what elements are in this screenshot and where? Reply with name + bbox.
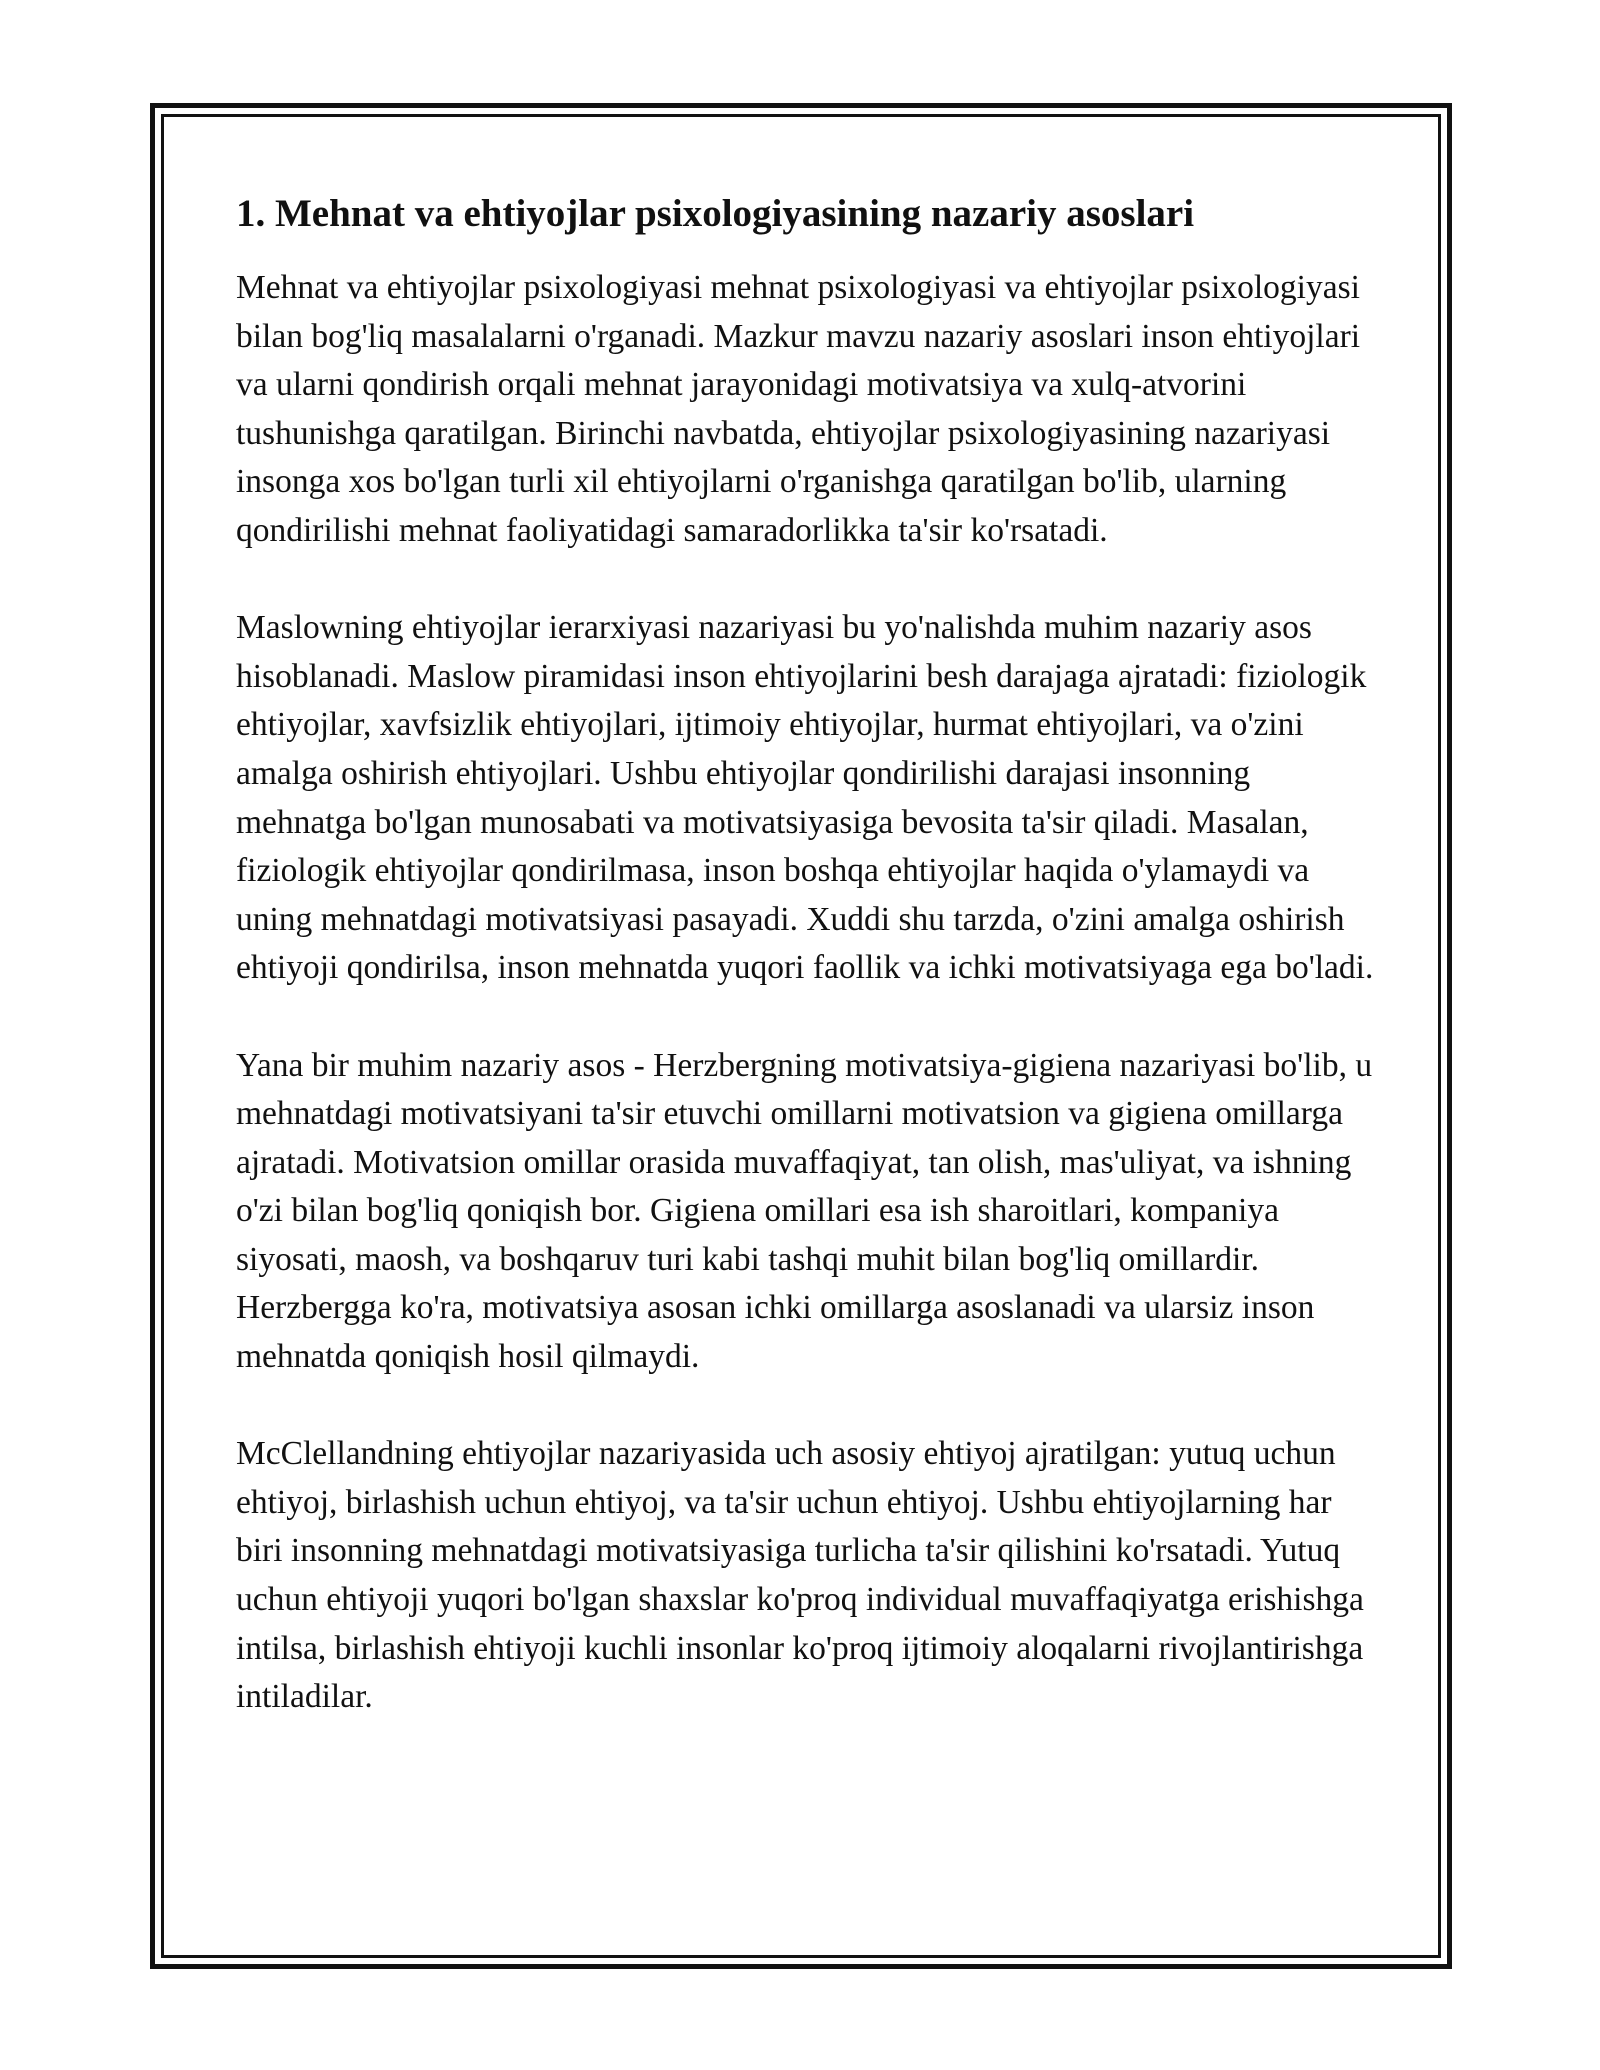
section-heading: 1. Mehnat va ehtiyojlar psixologiyasining nazariy asoslari [236, 192, 1195, 235]
paragraph-mcclelland: McClellandning ehtiyojlar nazariyasida uch asosiy ehtiyoj ajratilgan: yutuq uchun ehtiyoj, birlashish uchun ehtiyoj, va ta'sir uchun ehtiyoj. Ushbu ehtiyojlarning har biri insonning mehnatdagi motivatsiyasiga turlicha ta'sir qilishini ko'rsatadi. Yutuq uchun ehtiyoji yuqori bo'lgan shaxslar ko'proq individual muvaffaqiyatga erishishga intilsa, birlashish ehtiyoji kuchli insonlar ko'proq ijtimoiy aloqalarni rivojlantirishga intiladilar. [236, 1435, 1364, 1716]
document-body [236, 188, 1376, 1722]
paragraph-herzberg: Yana bir muhim nazariy asos - Herzbergning motivatsiya-gigiena nazariyasi bo'lib, u mehnatdagi motivatsiyani ta'sir etuvchi omillarni motivatsion va gigiena omillarga ajratadi. Motivatsion omillar orasida muvaffaqiyat, tan olish, mas'uliyat, va ishning o'zi bilan bog'liq qoniqish bor. Gigiena omillari esa ish sharoitlari, kompaniya siyosati, maosh, va boshqaruv turi kabi tashqi muhit bilan bog'liq omillardir. Herzbergga ko'ra, motivatsiya asosan ichki omillarga asoslanadi va ularsiz inson mehnatda qoniqish hosil qilmaydi. [236, 1046, 1373, 1376]
paragraph-maslow: Maslowning ehtiyojlar ierarxiyasi nazariyasi bu yo'nalishda muhim nazariy asos hisoblanadi. Maslow piramidasi inson ehtiyojlarini besh darajaga ajratadi: fiziologik ehtiyojlar, xavfsizlik ehtiyojlari, ijtimoiy ehtiyojlar, hurmat ehtiyojlari, va o'zini amalga oshirish ehtiyojlari. Ushbu ehtiyojlar qondirilishi darajasi insonning mehnatga bo'lgan munosabati va motivatsiyasiga bevosita ta'sir qiladi. Masalan, fiziologik ehtiyojlar qondirilmasa, inson boshqa ehtiyojlar haqida o'ylamaydi va uning mehnatdagi motivatsiyasi pasayadi. Xuddi shu tarzda, o'zini amalga oshirish ehtiyoji qondirilsa, inson mehnatda yuqori faollik va ichki motivatsiyaga ega bo'ladi. [236, 609, 1374, 987]
paragraph-intro: Mehnat va ehtiyojlar psixologiyasi mehnat psixologiyasi va ehtiyojlar psixologiyasi bilan bog'liq masalalarni o'rganadi. Mazkur mavzu nazariy asoslari inson ehtiyojlari va ularni qondirish orqali mehnat jarayonidagi motivatsiya va xulq-atvorini tushunishga qaratilgan. Birinchi navbatda, ehtiyojlar psixologiyasining nazariyasi insonga xos bo'lgan turli xil ehtiyojlarni o'rganishga qaratilgan bo'lib, ularning qondirilishi mehnat faoliyatidagi samaradorlikka ta'sir ko'rsatadi. [236, 269, 1361, 549]
